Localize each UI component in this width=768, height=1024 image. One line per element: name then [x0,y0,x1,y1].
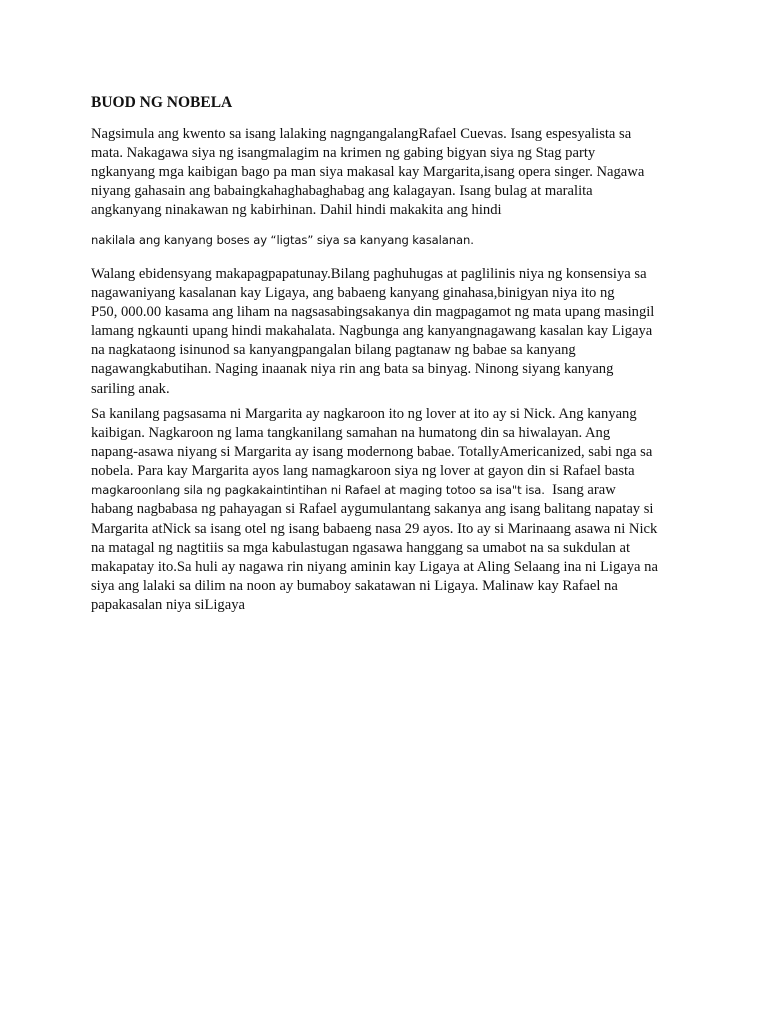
paragraph-line: P50, 000.00 kasama ang liham na nagsasabingsakanya din magpagamot ng mata upang masingil [91,304,655,321]
document-title: BUOD NG NOBELA [91,94,233,111]
paragraph-line: napang-asawa niyang si Margarita ay isang modernong babae. TotallyAmericanized, sabi nga sa [91,444,653,461]
paragraph-ligtas [91,231,691,250]
paragraph-line: nakilala ang kanyang boses ay “ligtas” siya sa kanyang kasalanan. [91,233,474,247]
paragraph-line: Nagsimula ang kwento sa isang lalaking nagngangalangRafael Cuevas. Isang espesyalista sa [91,126,632,142]
paragraph-line: Margarita atNick sa isang otel ng isang babaeng nasa 29 ayos. Ito ay si Marinaang asawa ni Nick [91,520,658,537]
paragraph-line: angkanyang ninakawan ng kabirhinan. Dahil hindi makakita ang hindi [91,202,502,219]
paragraph-line: nagawangkabutihan. Naging inaanak niya rin ang bata sa binyag. Ninong siyang kanyang [91,361,614,378]
paragraph-line: na matagal ng nagtitiis sa mga kabulastugan ngasawa hanggang sa umabot na sa sukdulan at [91,539,631,556]
paragraph-line: mata. Nakagawa siya ng isangmalagim na krimen ng gabing bigyan siya ng Stag party [91,145,596,162]
paragraph-line: makapatay ito.Sa huli ay nagawa rin niyang aminin kay Ligaya at Aling Selaang ina ni Ligaya na [91,558,658,575]
paragraph-line: siya ang lalaki sa dilim na noon ay bumaboy sakatawan ni Ligaya. Malinaw kay Rafael na [91,577,618,594]
paragraph-line: nobela. Para kay Margarita ayos lang namagkaroon siya ng lover at gayon din si Rafael basta [91,463,635,480]
paragraph-margarita [91,405,691,615]
paragraph-line: niyang gahasain ang babaingkahaghabaghabag ang kalagayan. Isang bulag at maralita [91,183,593,200]
paragraph-line-mixed [91,481,691,500]
paragraph-ebidensya [91,265,691,399]
paragraph-line: papakasalan niya siLigaya [91,596,245,613]
paragraph-line: kaibigan. Nagkaroon ng lama tangkanilang samahan na humatong din sa hiwalayan. Ang [91,425,611,442]
paragraph-line-segment: Isang araw [552,482,616,499]
paragraph-line-segment: magkaroonlang sila ng pagkakaintintihan ni Rafael at maging totoo sa isa"t isa. [91,483,545,498]
paragraph-line: ngkanyang mga kaibigan bago pa man siya makasal kay Margarita,isang opera singer. Nagawa [91,164,645,181]
paragraph-line: nagawaniyang kasalanan kay Ligaya, ang babaeng kanyang ginahasa,binigyan niya ito ng [91,285,615,302]
paragraph-line: Sa kanilang pagsasama ni Margarita ay nagkaroon ito ng lover at ito ay si Nick. Ang kanyang [91,406,637,422]
paragraph-line: habang nagbabasa ng pahayagan si Rafael aygumulantang sakanya ang isang balitang napatay si [91,501,654,518]
paragraph-line: sariling anak. [91,380,170,397]
paragraph-line: lamang ngkaunti upang hindi makahalata. Nagbunga ang kanyangnagawang kasalan kay Ligaya [91,323,653,340]
paragraph-line: Walang ebidensyang makapagpapatunay.Bilang paghuhugas at paglilinis niya ng konsensiya sa [91,266,647,282]
paragraph-intro [91,125,691,220]
paragraph-line: na nagkataong isinunod sa kanyangpangalan bilang pagtanaw ng babae sa kanyang [91,342,576,359]
